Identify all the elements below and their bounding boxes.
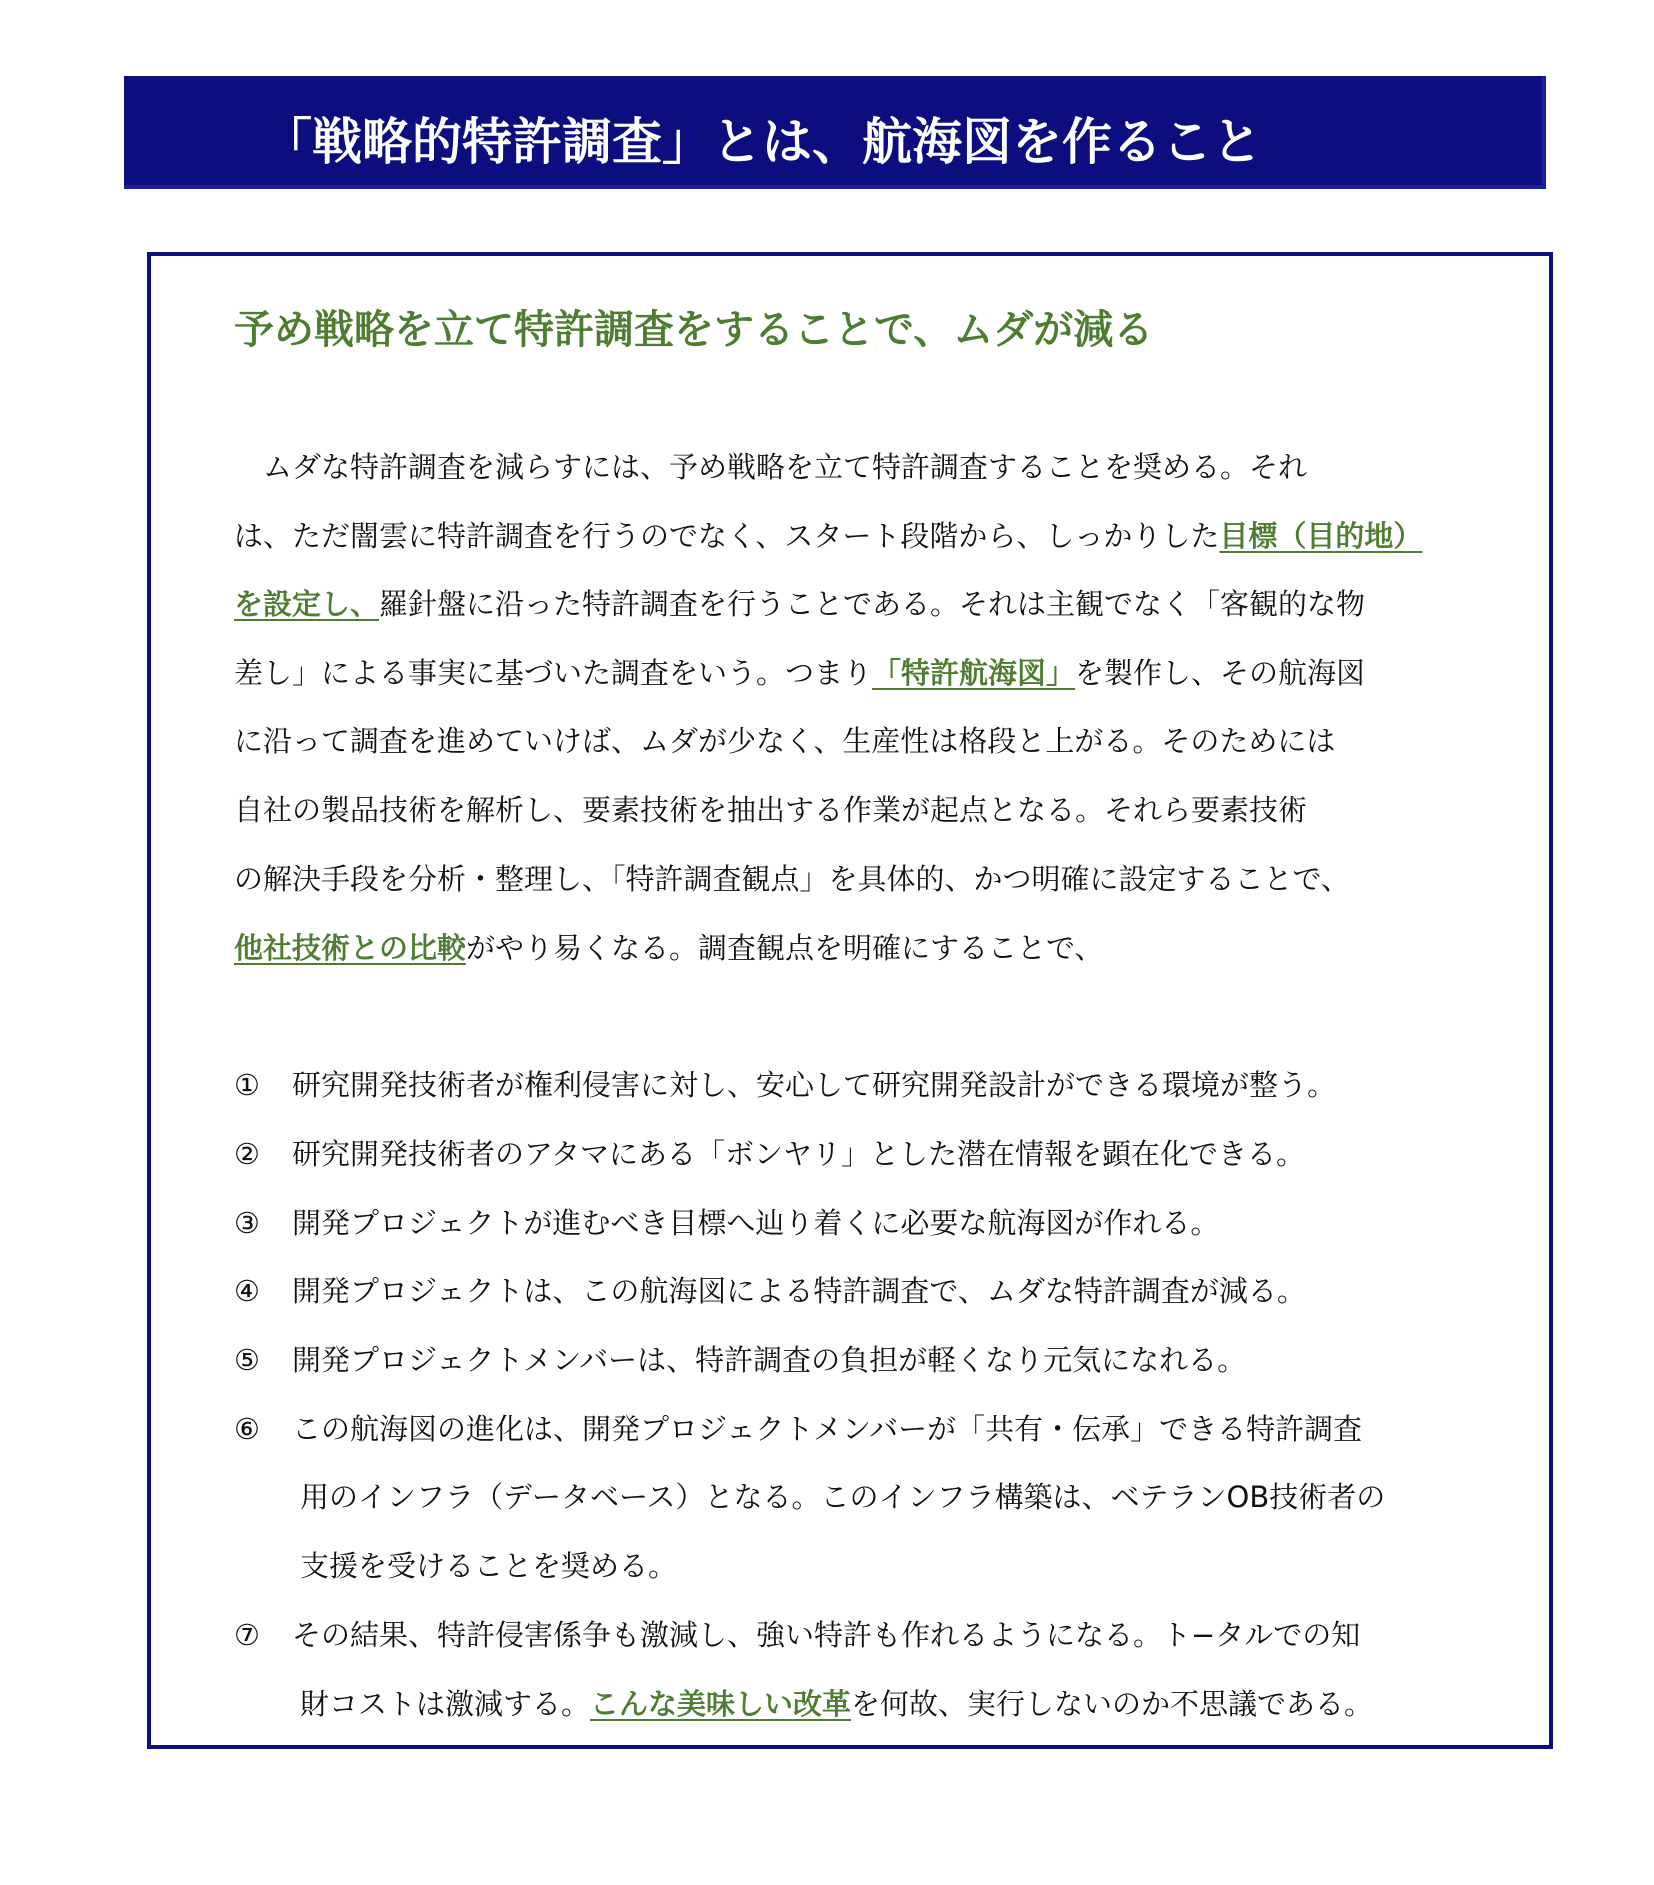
list-number: ④ [234,1274,260,1308]
list-item [234,1615,1360,1655]
link-patent-chart[interactable]: 「特許航海図」 [872,656,1076,690]
page-title: 「戦略的特許調査」とは、航海図を作ること [262,113,1262,171]
paragraph-text: 羅針盤に沿った特許調査を行うことである。それは主観でなく「客観的な物 [379,587,1366,621]
list-item [234,1065,1336,1105]
list-item [234,1271,1306,1311]
list-text: 財コストは激減する。 [300,1687,591,1721]
list-text: 研究開発技術者のアタマにある「ボンヤリ」とした潜在情報を顕在化できる。 [292,1137,1305,1171]
list-number: ③ [234,1206,260,1240]
list-item [234,1134,1305,1174]
link-competitor-comparison[interactable]: 他社技術との比較 [234,931,467,965]
list-text: 開発プロジェクトは、この航海図による特許調査で、ムダな特許調査が減る。 [292,1274,1306,1308]
paragraph-line: ムダな特許調査を減らすには、予め戦略を立て特許調査することを奨める。それ [234,450,1308,484]
paragraph-text: は、ただ闇雲に特許調査を行うのでなく、スタート段階から、しっかりした [234,519,1220,553]
list-text: を何故、実行しないのか不思議である。 [851,1687,1374,1721]
list-item [234,1409,1362,1449]
list-item-continuation: 用のインフラ（データベース）となる。このインフラ構築は、ベテランOB技術者の [300,1480,1386,1514]
title-banner [124,76,1546,189]
paragraph-text: 差し」による事実に基づいた調査をいう。つまり [234,656,873,690]
list-item [234,1203,1219,1243]
list-number: ⑦ [234,1618,260,1652]
paragraph-line [234,584,1365,624]
list-item-continuation [300,1684,1373,1724]
list-text: 開発プロジェクトメンバーは、特許調査の負担が軽くなり元気になれる。 [292,1343,1247,1377]
paragraph-line: の解決手段を分析・整理し、「特許調査観点」を具体的、かつ明確に設定することで、 [234,862,1350,896]
paragraph-line [234,653,1365,693]
paragraph-text: がやり易くなる。調査観点を明確にすることで、 [466,931,1104,965]
paragraph-line [234,928,1103,968]
section-heading: 予め戦略を立て特許調査をすることで、ムダが減る [234,307,1154,353]
list-text: 開発プロジェクトが進むべき目標へ辿り着くに必要な航海図が作れる。 [292,1206,1220,1240]
list-item-continuation: 支援を受けることを奨める。 [300,1549,678,1583]
paragraph-line: に沿って調査を進めていけば、ムダが少なく、生産性は格段と上がる。そのためには [234,724,1336,758]
link-delicious-reform[interactable]: こんな美味しい改革 [590,1687,852,1721]
list-text: その結果、特許侵害係争も激減し、強い特許も作れるようになる。ト−タルでの知 [292,1618,1361,1652]
link-goal[interactable]: 目標（目的地） [1219,519,1423,553]
link-goal-setting[interactable]: を設定し、 [234,587,380,621]
list-number: ⑤ [234,1343,260,1377]
list-number: ① [234,1068,260,1102]
paragraph-text: を製作し、その航海図 [1075,656,1366,690]
paragraph-line: 自社の製品技術を解析し、要素技術を抽出する作業が起点となる。それら要素技術 [234,793,1308,827]
list-item [234,1340,1246,1380]
paragraph-line [234,516,1422,556]
list-text: 研究開発技術者が権利侵害に対し、安心して研究開発設計ができる環境が整う。 [292,1068,1337,1102]
list-text: この航海図の進化は、開発プロジェクトメンバーが「共有・伝承」できる特許調査 [292,1412,1363,1446]
list-number: ② [234,1137,260,1171]
list-number: ⑥ [234,1412,260,1446]
